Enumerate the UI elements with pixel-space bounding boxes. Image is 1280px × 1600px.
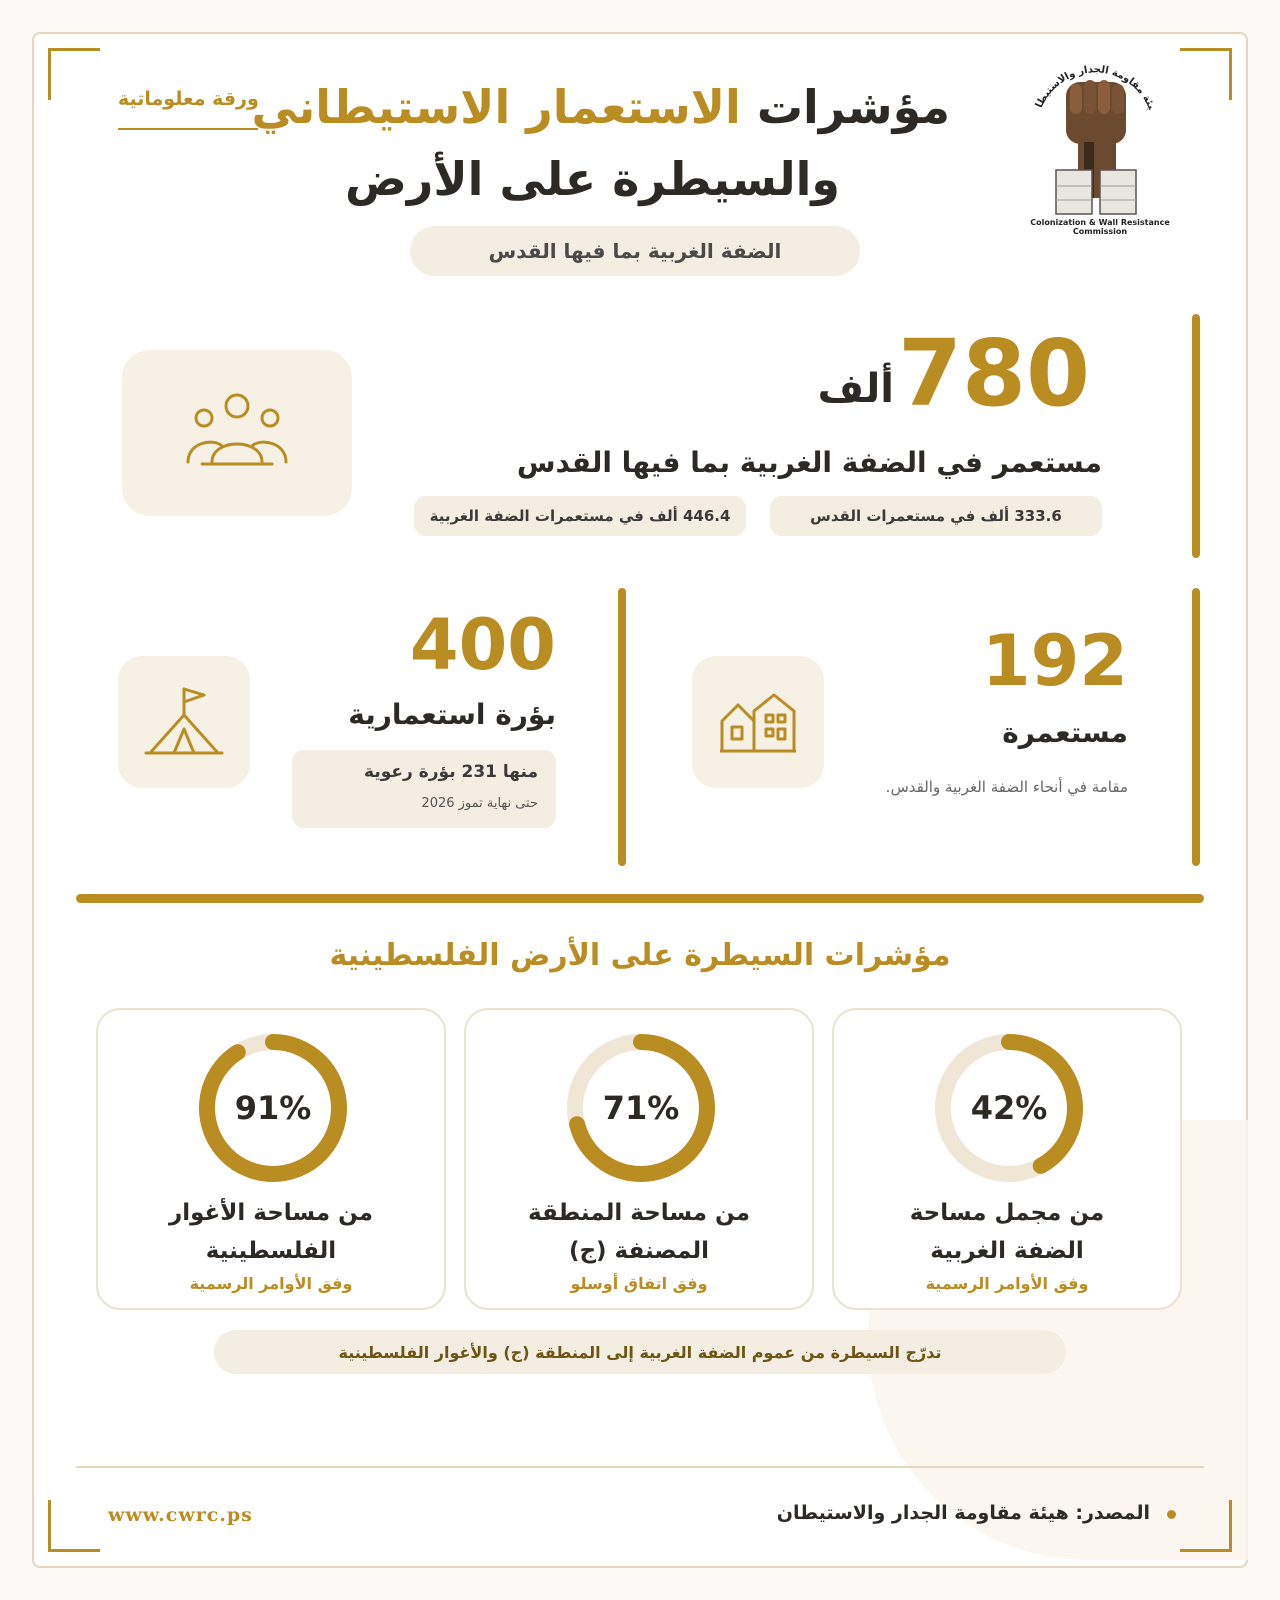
- percent-label: 42%: [970, 1089, 1048, 1127]
- chip-jerusalem: 333.6 ألف في مستعمرات القدس: [770, 496, 1102, 536]
- caption-line: من مساحة الأغوار: [168, 1200, 374, 1226]
- region-pill: الضفة الغربية بما فيها القدس: [410, 226, 860, 276]
- percent-label: 71%: [602, 1089, 680, 1127]
- settlers-number: 780: [897, 320, 1090, 427]
- gradient-note: تدرّج السيطرة من عموم الضفة الغربية إلى المنطقة (ج) والأغوار الفلسطينية: [214, 1330, 1066, 1374]
- commission-logo: [1000, 52, 1190, 232]
- control-card: [832, 1008, 1182, 1310]
- caption-line: الفلسطينية: [205, 1238, 337, 1264]
- section-divider: [76, 894, 1204, 903]
- outposts-number: 400: [409, 604, 556, 686]
- logo-caption: Colonization & Wall Resistance Commission: [1030, 218, 1170, 236]
- card-caption: [108, 1194, 434, 1270]
- corner-ornament: [48, 1500, 100, 1552]
- settlers-description: مستعمر في الضفة الغربية بما فيها القدس: [516, 446, 1102, 479]
- card-caption: [844, 1194, 1170, 1270]
- card-basis: وفق الأوامر الرسمية: [925, 1274, 1089, 1293]
- logo-arc-text: يئة مقاومة الجدار والاستيطان: [1034, 64, 1157, 112]
- outposts-detail-box: [292, 750, 556, 828]
- accent-bar: [1192, 314, 1200, 558]
- accent-bar: [1192, 588, 1200, 866]
- caption-line: من مجمل مساحة: [909, 1200, 1105, 1226]
- card-caption: [476, 1194, 802, 1270]
- settlers-unit: ألف: [817, 366, 894, 412]
- people-group-icon: [122, 350, 352, 516]
- corner-ornament: [1180, 1500, 1232, 1552]
- settlements-note: مقامة في أنحاء الضفة الغربية والقدس.: [885, 778, 1128, 796]
- houses-icon: [692, 656, 824, 788]
- outposts-date: حتى نهاية تموز 2026: [421, 796, 538, 811]
- title-part: مؤشرات: [740, 80, 950, 134]
- card-basis: وفق الأوامر الرسمية: [189, 1274, 353, 1293]
- control-card: [464, 1008, 814, 1310]
- corner-ornament: [48, 48, 100, 100]
- settlements-number: 192: [981, 620, 1128, 702]
- website-link[interactable]: www.cwrc.ps: [108, 1504, 253, 1526]
- source-text: المصدر: هيئة مقاومة الجدار والاستيطان: [776, 1502, 1150, 1524]
- title-accent: الاستعمار الاستيطاني: [251, 80, 741, 134]
- percent-label: 91%: [234, 1089, 312, 1127]
- page-title-line2: والسيطرة على الأرض: [345, 152, 840, 206]
- divider: [118, 128, 258, 130]
- control-card: [96, 1008, 446, 1310]
- outposts-pastoral: منها 231 بؤرة رعوية: [364, 762, 538, 782]
- factsheet-badge: ورقة معلوماتية: [118, 88, 259, 110]
- accent-bar: [618, 588, 626, 866]
- card-basis: وفق اتفاق أوسلو: [570, 1274, 708, 1293]
- settlements-label: مستعمرة: [1002, 716, 1128, 749]
- page-title: [252, 80, 951, 134]
- caption-line: المصنفة (ج): [568, 1238, 710, 1264]
- outposts-label: بؤرة استعمارية: [348, 698, 556, 731]
- caption-line: الضفة الغربية: [930, 1238, 1084, 1264]
- footer-divider: [76, 1466, 1204, 1468]
- bullet-icon: [1167, 1510, 1176, 1519]
- tent-flag-icon: [118, 656, 250, 788]
- chip-westbank: 446.4 ألف في مستعمرات الضفة الغربية: [414, 496, 746, 536]
- section-title: مؤشرات السيطرة على الأرض الفلسطينية: [329, 938, 951, 973]
- caption-line: من مساحة المنطقة: [528, 1200, 750, 1226]
